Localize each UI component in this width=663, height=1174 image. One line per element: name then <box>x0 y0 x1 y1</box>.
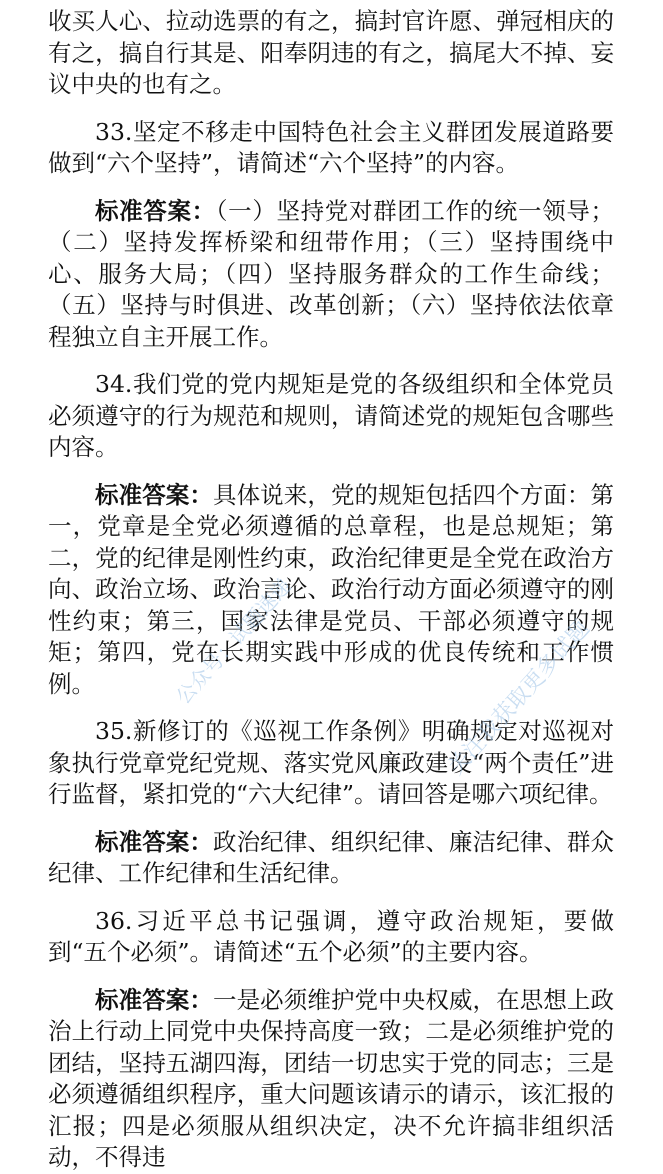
question-36: 36.习近平总书记强调，遵守政治规矩，要做到“五个必须”。请简述“五个必须”的主要内容。 <box>48 906 614 966</box>
watermark-left: 公众号：试题速递 <box>170 573 296 709</box>
answer-36 <box>48 985 614 1174</box>
answer-text: 具体说来，党的规矩包括四个方面：第一，党章是全党必须遵循的总章程，也是总规矩；第二，党的纪律是刚性约束，政治纪律更是全党在政治方向、政治立场、政治言论、政治行动方面必须遵守的刚性约束；第三，国家法律是党员、干部必须遵守的规矩；第四，党在长期实践中形成的优良传统和工作惯例。 <box>48 480 615 698</box>
question-35: 35.新修订的《巡视工作条例》明确规定对巡视对象执行党章党纪党规、落实党风廉政建设“两个责任”进行监督，紧扣党的“六大纪律”。请回答是哪六项纪律。 <box>48 717 614 808</box>
answer-33 <box>48 196 614 354</box>
question-34: 34.我们党的党内规矩是党的各级组织和全体党员必须遵守的行为规范和规则，请简述党的规矩包含哪些内容。 <box>48 370 614 461</box>
answer-label: 标准答案： <box>95 196 216 225</box>
answer-label: 标准答案： <box>95 827 213 856</box>
answer-text: 一是必须维护党中央权威，在思想上政治上行动上同党中央保持高度一致；二是必须维护党的团结，坚持五湖四海，团结一切忠实于党的同志；三是必须遵循组织程序，重大问题该请示的请示，该汇报的汇报；四是必须服从组织决定，决不允许搞非组织活动，不得违 <box>48 985 615 1171</box>
question-33: 33.坚定不移走中国特色社会主义群团发展道路要做到“六个坚持”，请简述“六个坚持”的内容。 <box>48 117 614 177</box>
answer-label: 标准答案： <box>95 480 213 509</box>
answer-34 <box>48 480 614 701</box>
intro-paragraph: 收买人心、拉动选票的有之，搞封官许愿、弹冠相庆的有之，搞自行其是、阳奉阴违的有之，搞尾大不掉、妄议中央的也有之。 <box>48 7 614 98</box>
answer-text: 政治纪律、组织纪律、廉洁纪律、群众纪律、工作纪律和生活纪律。 <box>48 827 615 887</box>
answer-label: 标准答案： <box>95 985 213 1014</box>
document-body <box>48 6 614 1174</box>
answer-35 <box>48 827 614 890</box>
watermark-right: 关注我获取更多试题 <box>443 616 595 781</box>
answer-text: （一）坚持党对群团工作的统一领导；（二）坚持发挥桥梁和纽带作用；（三）坚持围绕中心、服务大局；（四）坚持服务群众的工作生命线；（五）坚持与时俱进、改革创新；（六）坚持依法依章程独立自主开展工作。 <box>48 196 615 351</box>
